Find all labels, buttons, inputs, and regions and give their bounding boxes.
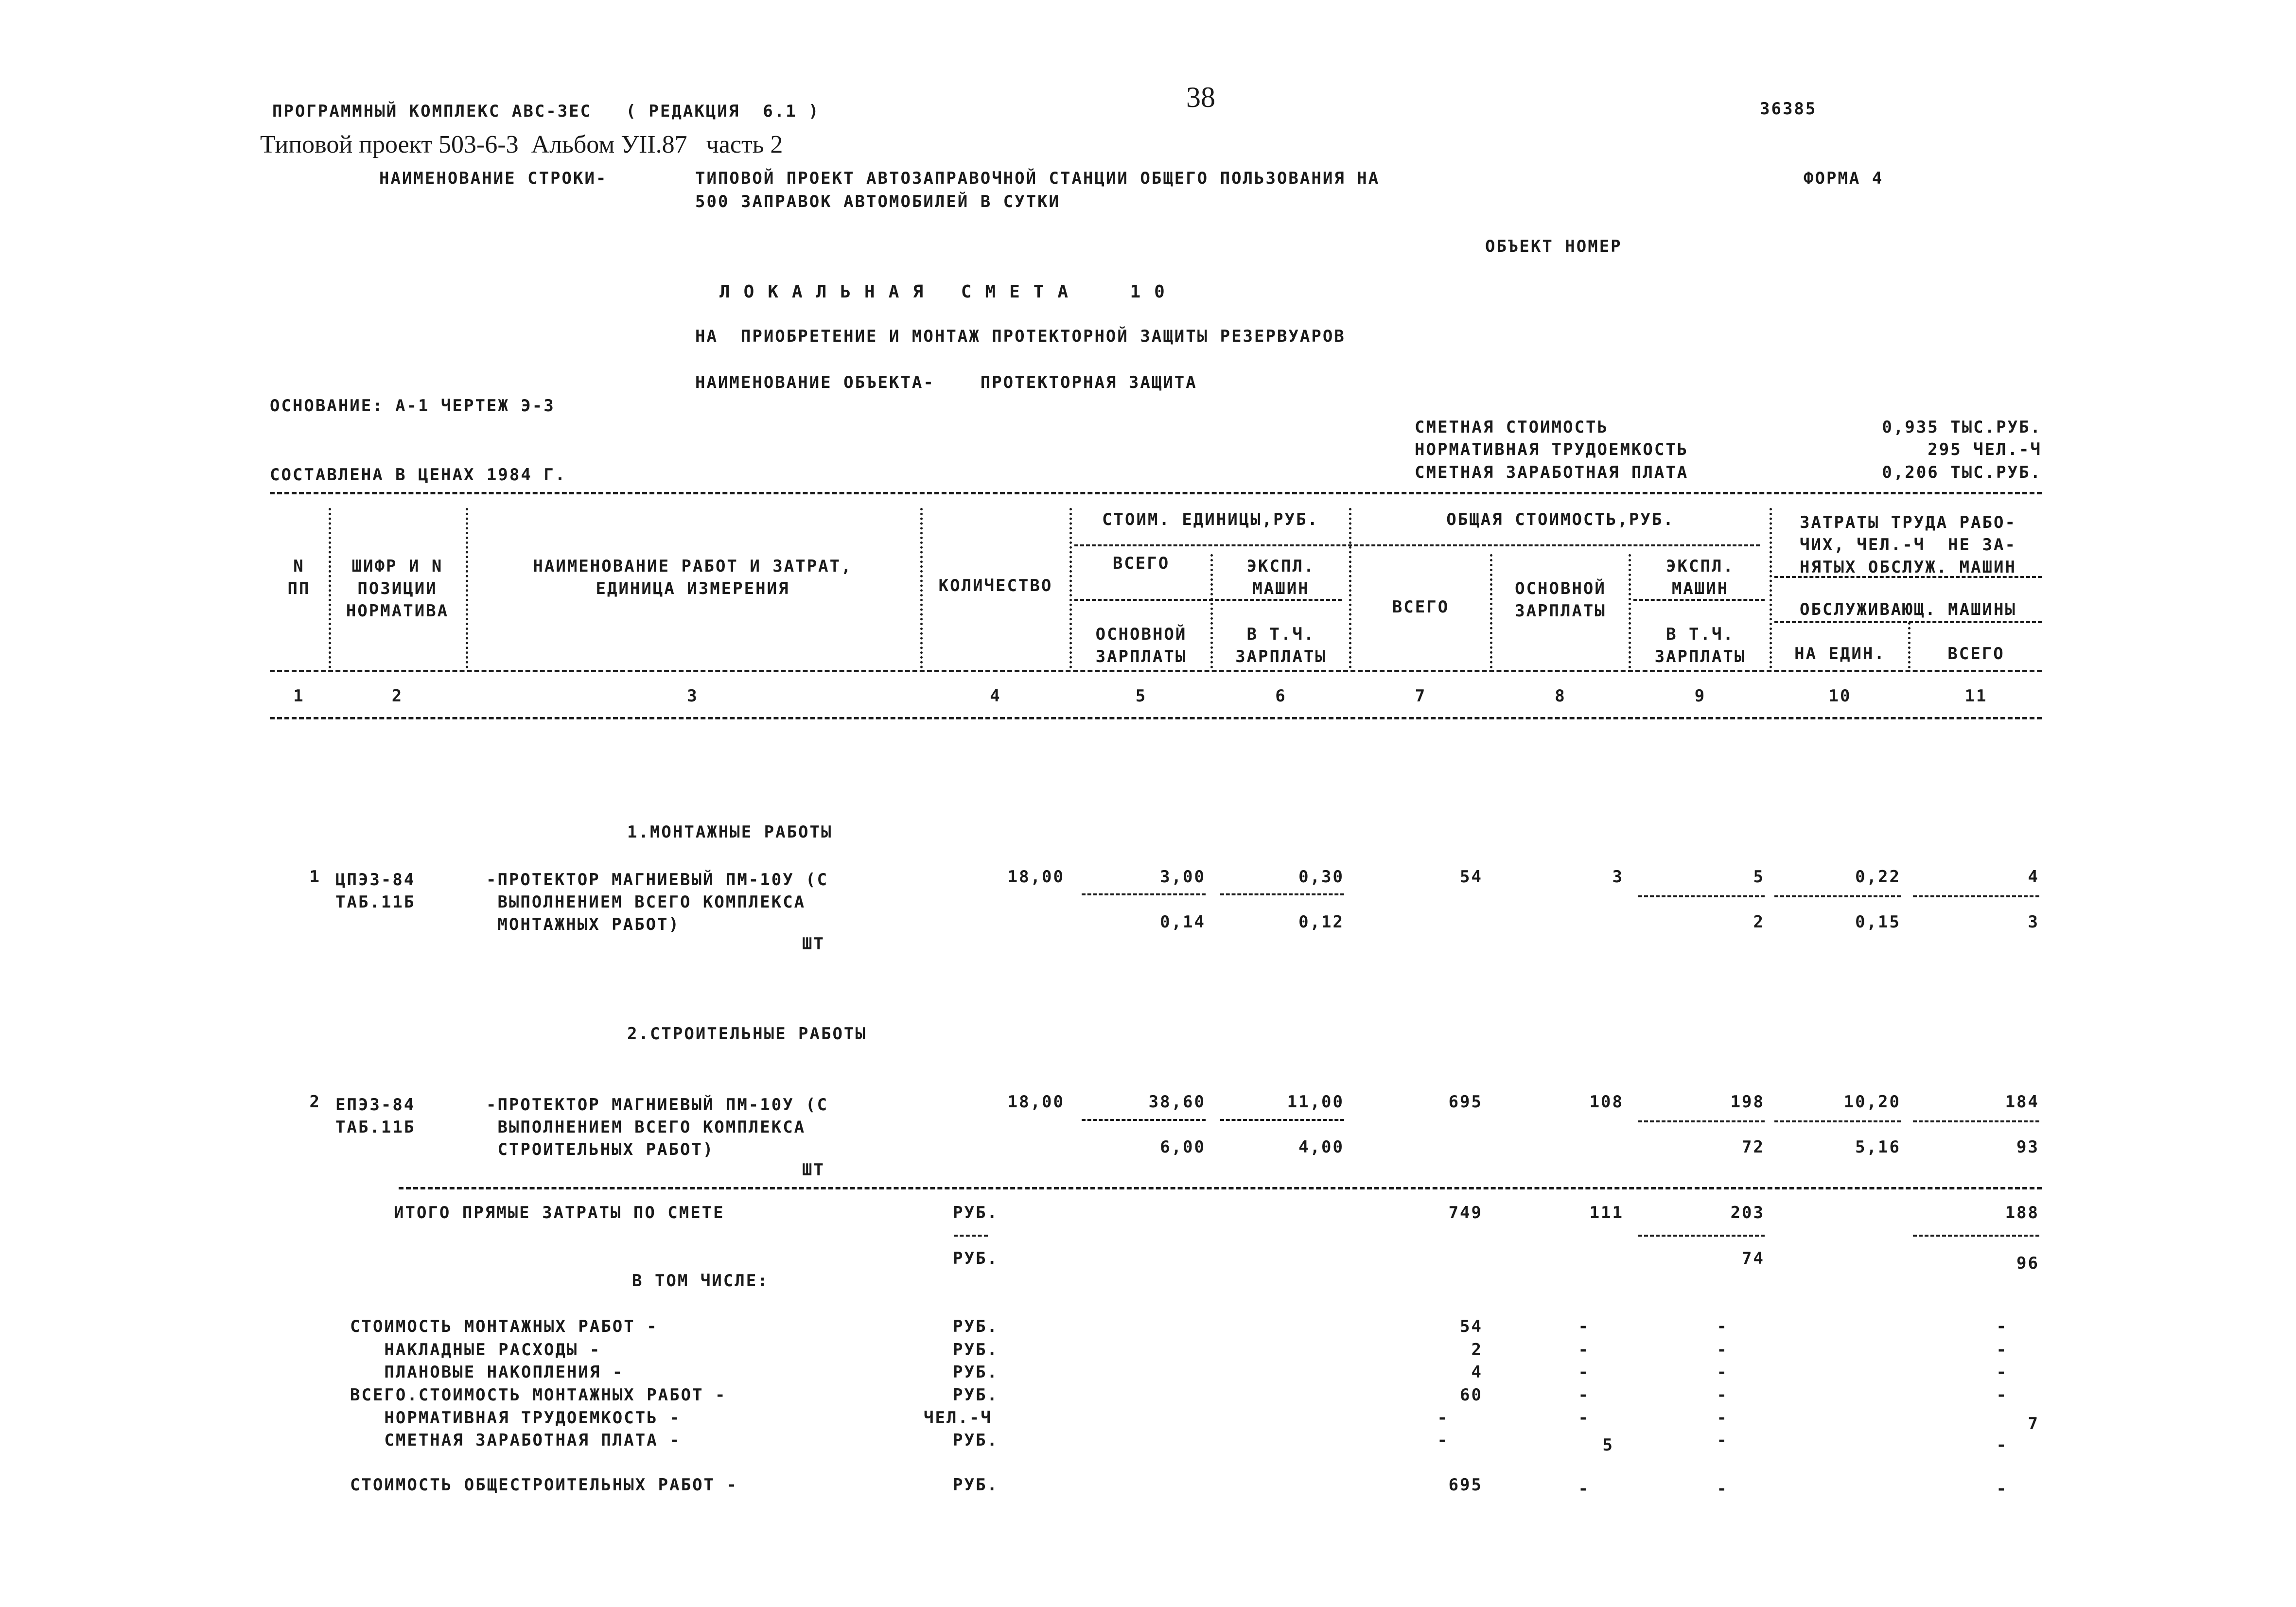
col-number: 2: [391, 686, 403, 706]
totals-machines: 203: [1730, 1203, 1765, 1223]
row-unit-machines: 0,30: [1298, 867, 1344, 887]
row-total-machines: 198: [1730, 1092, 1765, 1112]
cell-rule: [1913, 1235, 2039, 1237]
row-labor-unit: 0,22: [1855, 867, 1901, 887]
breakdown-wage: 5: [1602, 1435, 1614, 1455]
row-total-wage: 3: [1612, 867, 1624, 887]
cell-rule: [1638, 1235, 1765, 1237]
breakdown-labor: -: [1996, 1340, 2008, 1360]
breakdown-wage: -: [1578, 1408, 1590, 1428]
row-name-line1: ТИПОВОЙ ПРОЕКТ АВТОЗАПРАВОЧНОЙ СТАНЦИИ ОБЩЕГО ПОЛЬЗОВАНИЯ НА: [695, 169, 1380, 188]
col-number: 8: [1555, 686, 1566, 706]
row-labor-unit: 10,20: [1843, 1092, 1901, 1112]
breakdown-labor: -: [1996, 1479, 2008, 1499]
breakdown-labor: -: [1996, 1362, 2008, 1382]
breakdown-machines: -: [1717, 1385, 1728, 1405]
col-number: 4: [990, 686, 1001, 706]
document-title: ЛОКАЛЬНАЯ СМЕТА 10: [719, 282, 1178, 302]
row-description: -ПРОТЕКТОР МАГНИЕВЫЙ ПМ-10У (С ВЫПОЛНЕНИЕМ ВСЕГО КОМПЛЕКСА СТРОИТЕЛЬНЫХ РАБОТ): [486, 1095, 829, 1159]
row-quantity: 18,00: [1007, 1092, 1065, 1112]
cell-rule: [1220, 893, 1344, 895]
breakdown-label: ПЛАНОВЫЕ НАКОПЛЕНИЯ -: [350, 1362, 624, 1382]
cell-rule: [1774, 1120, 1901, 1122]
breakdown-machines: -: [1717, 1340, 1728, 1360]
page-number: 38: [1186, 81, 1215, 113]
col-number: 6: [1275, 686, 1287, 706]
row-number: 1: [309, 867, 321, 887]
section-title: 2.СТРОИТЕЛЬНЫЕ РАБОТЫ: [627, 1024, 867, 1044]
col-header-unit-machines: ЭКСПЛ. МАШИН: [1246, 557, 1315, 598]
col-header-n: N ПП: [287, 557, 311, 598]
row-total: 54: [1460, 867, 1483, 887]
row-code: ЕПЭЗ-84 ТАБ.11Б: [335, 1095, 416, 1137]
col-header-total-cost: ОБЩАЯ СТОИМОСТЬ,РУБ.: [1446, 510, 1675, 529]
breakdown-unit: РУБ.: [953, 1431, 999, 1450]
row-labor-total: 184: [2005, 1092, 2039, 1112]
breakdown-labor: 7: [2028, 1414, 2039, 1433]
row-name-label: НАИМЕНОВАНИЕ СТРОКИ-: [379, 169, 608, 188]
col-header-total-all: ВСЕГО: [1392, 597, 1450, 617]
breakdown-machines: -: [1717, 1362, 1728, 1382]
summary-label: СМЕТНАЯ СТОИМОСТЬ: [1415, 418, 1609, 437]
col-number: 10: [1828, 686, 1852, 706]
row-unit-total: 38,60: [1148, 1092, 1206, 1112]
breakdown-cost: 60: [1460, 1385, 1483, 1405]
breakdown-label: ВСЕГО.СТОИМОСТЬ МОНТАЖНЫХ РАБОТ -: [350, 1385, 727, 1405]
row-unit-machine-wage: 0,12: [1298, 912, 1344, 932]
col-header-unit-total: ВСЕГО: [1112, 554, 1170, 573]
row-unit-machine-wage: 4,00: [1298, 1137, 1344, 1157]
totals-label: ИТОГО ПРЯМЫЕ ЗАТРАТЫ ПО СМЕТЕ: [394, 1203, 725, 1223]
row-unit-total: 3,00: [1160, 867, 1206, 887]
breakdown-cost: -: [1437, 1431, 1449, 1450]
breakdown-unit: РУБ.: [953, 1475, 999, 1495]
breakdown-wage: -: [1578, 1340, 1590, 1360]
basis: ОСНОВАНИЕ: А-1 ЧЕРТЕЖ Э-3: [270, 396, 555, 416]
row-total-machine-wage: 72: [1742, 1137, 1765, 1157]
totals-unit: РУБ.: [953, 1203, 999, 1223]
form-number: ФОРМА 4: [1804, 169, 1884, 188]
totals-machine-wage: 74: [1742, 1249, 1765, 1268]
row-unit-machines: 11,00: [1287, 1092, 1344, 1112]
breakdown-unit: РУБ.: [953, 1385, 999, 1405]
breakdown-cost: 4: [1471, 1362, 1483, 1382]
breakdown-cost: 2: [1471, 1340, 1483, 1360]
row-labor-total-machines: 93: [2016, 1137, 2039, 1157]
row-unit-wage: 0,14: [1160, 912, 1206, 932]
row-labor-unit-machines: 0,15: [1855, 912, 1901, 932]
breakdown-label: СМЕТНАЯ ЗАРАБОТНАЯ ПЛАТА -: [350, 1431, 681, 1450]
table-numbers-rule: [270, 717, 2042, 719]
col-header-name: НАИМЕНОВАНИЕ РАБОТ И ЗАТРАТ, ЕДИНИЦА ИЗМЕРЕНИЯ: [533, 557, 853, 598]
row-description: -ПРОТЕКТОР МАГНИЕВЫЙ ПМ-10У (С ВЫПОЛНЕНИЕМ ВСЕГО КОМПЛЕКСА МОНТАЖНЫХ РАБОТ): [486, 870, 829, 934]
table-header-rule: [270, 670, 2042, 672]
row-labor-total: 4: [2028, 867, 2039, 887]
col-number: 9: [1694, 686, 1706, 706]
col-number: 7: [1415, 686, 1427, 706]
row-total-machines: 5: [1753, 867, 1765, 887]
doc-number: 36385: [1760, 99, 1817, 119]
col-header-total-machine-wage: В Т.Ч. ЗАРПЛАТЫ: [1654, 625, 1746, 666]
breakdown-cost: 54: [1460, 1317, 1483, 1336]
row-code: ЦПЭЗ-84 ТАБ.11Б: [335, 870, 416, 912]
col-number: 1: [293, 686, 305, 706]
breakdown-label: НОРМАТИВНАЯ ТРУДОЕМКОСТЬ -: [350, 1408, 681, 1428]
breakdown-wage: -: [1578, 1362, 1590, 1382]
row-unit: ШТ: [802, 934, 825, 954]
breakdown-unit: РУБ.: [953, 1317, 999, 1336]
totals-rule: [399, 1187, 2042, 1189]
col-number: 5: [1135, 686, 1147, 706]
cell-rule: [1220, 1119, 1344, 1121]
object-name: НАИМЕНОВАНИЕ ОБЪЕКТА- ПРОТЕКТОРНАЯ ЗАЩИТА: [695, 373, 1197, 392]
summary-label: СМЕТНАЯ ЗАРАБОТНАЯ ПЛАТА: [1415, 463, 1689, 482]
row-labor-unit-machines: 5,16: [1855, 1137, 1901, 1157]
summary-value: 295 ЧЕЛ.-Ч: [1928, 440, 2042, 459]
cell-rule: [1638, 895, 1765, 897]
row-total-machine-wage: 2: [1753, 912, 1765, 932]
breakdown-machines: -: [1717, 1431, 1728, 1450]
breakdown-labor: -: [1996, 1317, 2008, 1336]
col-header-unit-wage: ОСНОВНОЙ ЗАРПЛАТЫ: [1095, 625, 1187, 666]
breakdown-label: НАКЛАДНЫЕ РАСХОДЫ -: [350, 1340, 601, 1360]
totals-wage: 111: [1589, 1203, 1624, 1223]
breakdown-cost: 695: [1448, 1475, 1483, 1495]
breakdown-wage: -: [1578, 1479, 1590, 1499]
cell-rule: [1638, 1120, 1765, 1122]
summary-value: 0,206 ТЫС.РУБ.: [1882, 463, 2042, 482]
breakdown-machines: -: [1717, 1479, 1728, 1499]
header-inner-rule: [1774, 621, 2042, 623]
breakdown-machines: -: [1717, 1408, 1728, 1428]
row-quantity: 18,00: [1007, 867, 1065, 887]
project-line: Типовой проект 503-6-3 Альбом УII.87 часть 2: [260, 131, 783, 158]
row-total-wage: 108: [1589, 1092, 1624, 1112]
col-header-quantity: КОЛИЧЕСТВО: [938, 576, 1053, 595]
breakdown-unit: ЧЕЛ.-Ч: [924, 1408, 992, 1428]
row-number: 2: [309, 1092, 321, 1112]
summary-value: 0,935 ТЫС.РУБ.: [1882, 418, 2042, 437]
cell-rule: [1913, 895, 2039, 897]
breakdown-label: СТОИМОСТЬ МОНТАЖНЫХ РАБОТ -: [350, 1317, 658, 1336]
breakdown-machines: -: [1717, 1317, 1728, 1336]
totals-labor-machines: 96: [2016, 1254, 2039, 1273]
estimate-subject: НА ПРИОБРЕТЕНИЕ И МОНТАЖ ПРОТЕКТОРНОЙ ЗАЩИТЫ РЕЗЕРВУАРОВ: [695, 327, 1346, 346]
breakdown-wage: -: [1578, 1317, 1590, 1336]
col-number: 11: [1964, 686, 1988, 706]
totals-subheading: В ТОМ ЧИСЛЕ:: [632, 1271, 769, 1291]
cell-rule: [1082, 1119, 1206, 1121]
cell-rule: [1913, 1120, 2039, 1122]
row-unit-wage: 6,00: [1160, 1137, 1206, 1157]
section-title: 1.МОНТАЖНЫЕ РАБОТЫ: [627, 822, 833, 842]
col-number: 3: [687, 686, 699, 706]
col-header-labor-unit: НА ЕДИН.: [1794, 644, 1886, 664]
header-inner-rule: [1074, 544, 1760, 546]
program-line: ПРОГРАММНЫЙ КОМПЛЕКС АВС-ЗЕС ( РЕДАКЦИЯ 6.1 ): [272, 102, 820, 121]
row-unit: ШТ: [802, 1160, 825, 1180]
totals-labor: 188: [2005, 1203, 2039, 1223]
breakdown-label: СТОИМОСТЬ ОБЩЕСТРОИТЕЛЬНЫХ РАБОТ -: [350, 1475, 738, 1495]
summary-label: НОРМАТИВНАЯ ТРУДОЕМКОСТЬ: [1415, 440, 1689, 459]
column-separator: [1349, 508, 1351, 668]
row-labor-total-machines: 3: [2028, 912, 2039, 932]
col-header-total-machines: ЭКСПЛ. МАШИН: [1666, 557, 1735, 598]
table-top-rule: [270, 492, 2042, 494]
row-name-line2: 500 ЗАПРАВОК АВТОМОБИЛЕЙ В СУТКИ: [695, 192, 1061, 211]
totals-cost: 749: [1448, 1203, 1483, 1223]
breakdown-unit: РУБ.: [953, 1362, 999, 1382]
col-header-labor-machines: ОБСЛУЖИВАЮЩ. МАШИНЫ: [1800, 600, 2016, 619]
col-header-labor-total: ВСЕГО: [1947, 644, 2005, 664]
col-header-labor: ЗАТРАТЫ ТРУДА РАБО- ЧИХ, ЧЕЛ.-Ч НЕ ЗА- НЯТЫХ ОБСЛУЖ. МАШИН: [1800, 513, 2016, 577]
breakdown-wage: -: [1578, 1385, 1590, 1405]
totals-unit: РУБ.: [953, 1249, 999, 1268]
column-separator: [466, 508, 468, 668]
cell-rule: [954, 1235, 988, 1237]
cell-rule: [1082, 893, 1206, 895]
col-header-total-wage: ОСНОВНОЙ ЗАРПЛАТЫ: [1515, 579, 1606, 621]
breakdown-unit: РУБ.: [953, 1340, 999, 1360]
breakdown-cost: -: [1437, 1408, 1449, 1428]
breakdown-labor: -: [1996, 1385, 2008, 1405]
price-base: СОСТАВЛЕНА В ЦЕНАХ 1984 Г.: [270, 465, 567, 485]
col-header-code: ШИФР И N ПОЗИЦИИ НОРМАТИВА: [346, 557, 449, 621]
col-header-unit-machine-wage: В Т.Ч. ЗАРПЛАТЫ: [1235, 625, 1327, 666]
col-header-unit-cost: СТОИМ. ЕДИНИЦЫ,РУБ.: [1102, 510, 1319, 529]
breakdown-labor: -: [1996, 1435, 2008, 1455]
cell-rule: [1774, 895, 1901, 897]
row-total: 695: [1448, 1092, 1483, 1112]
object-number: ОБЪЕКТ НОМЕР: [1485, 237, 1622, 256]
